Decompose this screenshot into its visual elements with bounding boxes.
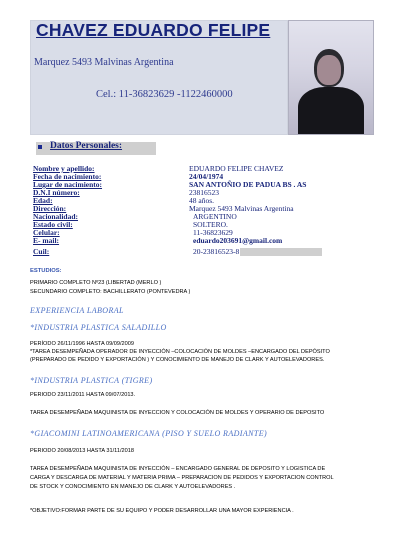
job-period: PERIODO 20/08/2013 HASTA 31/11/2018 (30, 448, 134, 454)
header-phone: Cel.: 11-36823629 -1122460000 (96, 89, 233, 100)
personal-value: 24/04/1974 (189, 172, 224, 181)
personal-value: Marquez 5493 Malvinas Argentina (189, 204, 294, 213)
personal-value: 20-23816523-8 (193, 247, 240, 256)
personal-label: Nombre y apellido: (33, 164, 95, 173)
personal-label: Lugar de nacimiento: (33, 180, 103, 189)
personal-label: Celular: (33, 228, 60, 237)
job-company: *INDUSTRIA PLASTICA SALADILLO (30, 323, 167, 332)
header-address: Marquez 5493 Malvinas Argentina (34, 57, 174, 68)
job-period: PERIODO 23/11/2011 HASTA 09/07/2013. (30, 392, 136, 398)
personal-value: SAN ANTOÑIO DE PADUA BS . AS (189, 180, 307, 189)
job-period: PERÍODO 26/11/1996 HASTA 09/09/2009 (30, 341, 134, 347)
personal-label: Edad: (33, 196, 53, 205)
personal-label: Nacionalidad: (33, 212, 79, 221)
personal-section-title: Datos Personales: (50, 141, 123, 151)
job-task: TAREA DESEMPEÑADA MAQUINISTA DE INYECCIÓN – ENCARGADO GENERAL DE DEPOSITO Y LOGISTICA DE (30, 466, 326, 472)
personal-value: 11-36823629 (193, 228, 233, 237)
photo-face (317, 55, 341, 85)
personal-label: Cuil: (33, 247, 50, 256)
personal-label: Estado civil: (33, 220, 73, 229)
studies-secondary: SECUNDARIO COMPLETO: BACHILLERATO (PONTEVEDRA ) (30, 289, 191, 295)
personal-value: ARGENTINO (193, 212, 237, 221)
bullet-icon (38, 145, 42, 149)
personal-value: SOLTERO. (193, 220, 228, 229)
personal-value: 48 años. (189, 196, 214, 205)
personal-row (33, 237, 373, 245)
objective-text: *OBJETIVO:FORMAR PARTE DE SU EQUIPO Y PODER DESARROLLAR UNA MAYOR EXPERIENCIA . (30, 508, 294, 514)
studies-primary: PRIMARIO COMPLETO Nº23 (LIBERTAD (MERLO ) (30, 280, 162, 286)
job-task: (PREPARADO DE PEDIDO Y EXPORTACIÓN ) Y CONOCIMIENTO DE MANEJO DE CLARK Y AUTOELEVADORES. (30, 357, 325, 363)
job-task: TAREA DESEMPEÑADA MAQUINISTA DE INYECCION Y COLOCACIÓN DE MOLDES Y OPERARIO DE DEPOSITO (30, 410, 325, 416)
personal-label: E- mail: (33, 236, 60, 245)
studies-title: ESTUDIOS: (30, 268, 62, 274)
personal-label: D.N.I número: (33, 188, 80, 197)
job-task: CARGA Y DESCARGA DE MATERIAL Y MATERIA PRIMA – PREPARACION DE PEDIDOS Y EXPORTACION CONTROL (30, 475, 334, 481)
job-company: *GIACOMINI LATINOAMERICANA (PISO Y SUELO RADIANTE) (30, 429, 268, 438)
candidate-name: CHAVEZ EDUARDO FELIPE (36, 20, 271, 40)
photo-body (298, 87, 364, 135)
job-task: DE STOCK Y CONOCIMIENTO EN MANEJO DE CLARK Y AUTOELEVADORES . (30, 484, 236, 490)
personal-value: EDUARDO FELIPE CHAVEZ (189, 164, 284, 173)
personal-value: 23816523 (189, 188, 219, 197)
job-task: *TAREA DESEMPEÑADA OPERADOR DE INYECCIÓN –COLOCACIÓN DE MOLDES –ENCARGADO DEL DEPÓSITO (30, 349, 330, 355)
personal-row (33, 248, 373, 256)
personal-label: Fecha de nacimiento: (33, 172, 102, 181)
job-company: *INDUSTRIA PLASTICA (TIGRE) (30, 376, 153, 385)
profile-photo (288, 20, 374, 135)
personal-label: Dirección: (33, 204, 67, 213)
personal-value: eduardo203691@gmail.com (193, 236, 283, 245)
experience-title: EXPERIENCIA LABORAL (30, 306, 124, 315)
redaction-bar (240, 248, 322, 256)
